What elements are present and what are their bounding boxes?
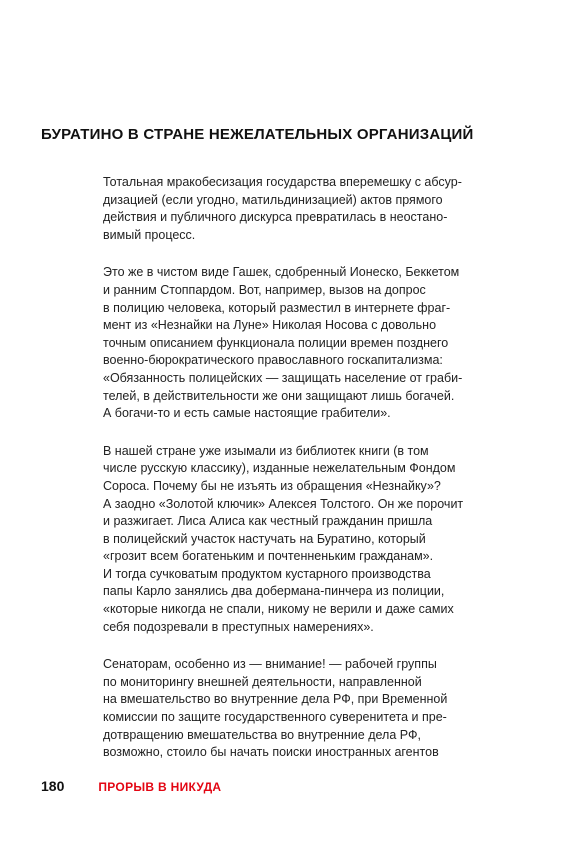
body-paragraph: [103, 264, 503, 422]
text-line: и разжигает. Лиса Алиса как честный гражданин пришла: [103, 514, 433, 529]
text-line: в полицейский участок настучать на Буратино, который: [103, 531, 426, 546]
text-line: Это же в чистом виде Гашек, сдобренный Ионеско, Беккетом: [103, 265, 460, 280]
text-line: «которые никогда не спали, никому не верили и даже самих: [103, 602, 454, 617]
text-line: в полицию человека, который разместил в интернете фраг-: [103, 300, 451, 315]
text-line: числе русскую классику), изданные нежелательным Фондом: [103, 461, 456, 476]
text-line: точным описанием функционала полиции времен позднего: [103, 335, 449, 350]
text-line: военно-бюрократического православного госкапитализма:: [103, 353, 443, 368]
text-line: Сенаторам, особенно из — внимание! — рабочей группы: [103, 657, 437, 672]
text-line: телей, в действительности же они защищают лишь богачей.: [103, 388, 455, 403]
text-line: и ранним Стоппардом. Вот, например, вызов на допрос: [103, 282, 426, 297]
running-title: ПРОРЫВ В НИКУДА: [98, 780, 222, 794]
page-footer: [41, 778, 221, 798]
text-line: по мониторингу внешней деятельности, направленной: [103, 674, 422, 689]
text-line: дотвращению вмешательства во внутренние дела РФ,: [103, 727, 421, 742]
body-paragraph: [103, 656, 503, 762]
text-line: В нашей стране уже изымали из библиотек книги (в том: [103, 443, 429, 458]
text-line: папы Карло занялись два добермана-пинчера из полиции,: [103, 584, 445, 599]
article-body: [103, 174, 503, 782]
text-line: А богачи-то и есть самые настоящие грабители».: [103, 406, 391, 421]
text-line: Сороса. Почему бы не изъять из обращения «Незнайку»?: [103, 478, 441, 493]
text-line: дизацией (если угодно, матильдинизацией) актов прямого: [103, 192, 443, 207]
page-number: 180: [41, 778, 65, 794]
text-line: «грозит всем богатеньким и почтенненьким гражданам».: [103, 549, 434, 564]
text-line: И тогда сучковатым продуктом кустарного производства: [103, 566, 431, 581]
text-line: вимый процесс.: [103, 227, 196, 242]
text-line: на вмешательство во внутренние дела РФ, при Временной: [103, 692, 448, 707]
text-line: возможно, стоило бы начать поиски иностранных агентов: [103, 745, 439, 760]
text-line: действия и публичного дискурса превратилась в неостано-: [103, 210, 448, 225]
text-line: А заодно «Золотой ключик» Алексея Толстого. Он же порочит: [103, 496, 464, 511]
chapter-title: БУРАТИНО В СТРАНЕ НЕЖЕЛАТЕЛЬНЫХ ОРГАНИЗАЦИЙ: [41, 126, 474, 143]
text-line: Тотальная мракобесизация государства вперемешку с абсур-: [103, 175, 462, 189]
body-paragraph: [103, 443, 503, 637]
text-line: «Обязанность полицейских — защищать население от граби-: [103, 370, 463, 385]
body-paragraph: [103, 174, 503, 244]
text-line: мент из «Незнайки на Луне» Николая Носова с довольно: [103, 318, 437, 333]
text-line: комиссии по защите государственного суверенитета и пре-: [103, 710, 447, 725]
text-line: себя подозревали в преступных намерениях».: [103, 619, 374, 634]
